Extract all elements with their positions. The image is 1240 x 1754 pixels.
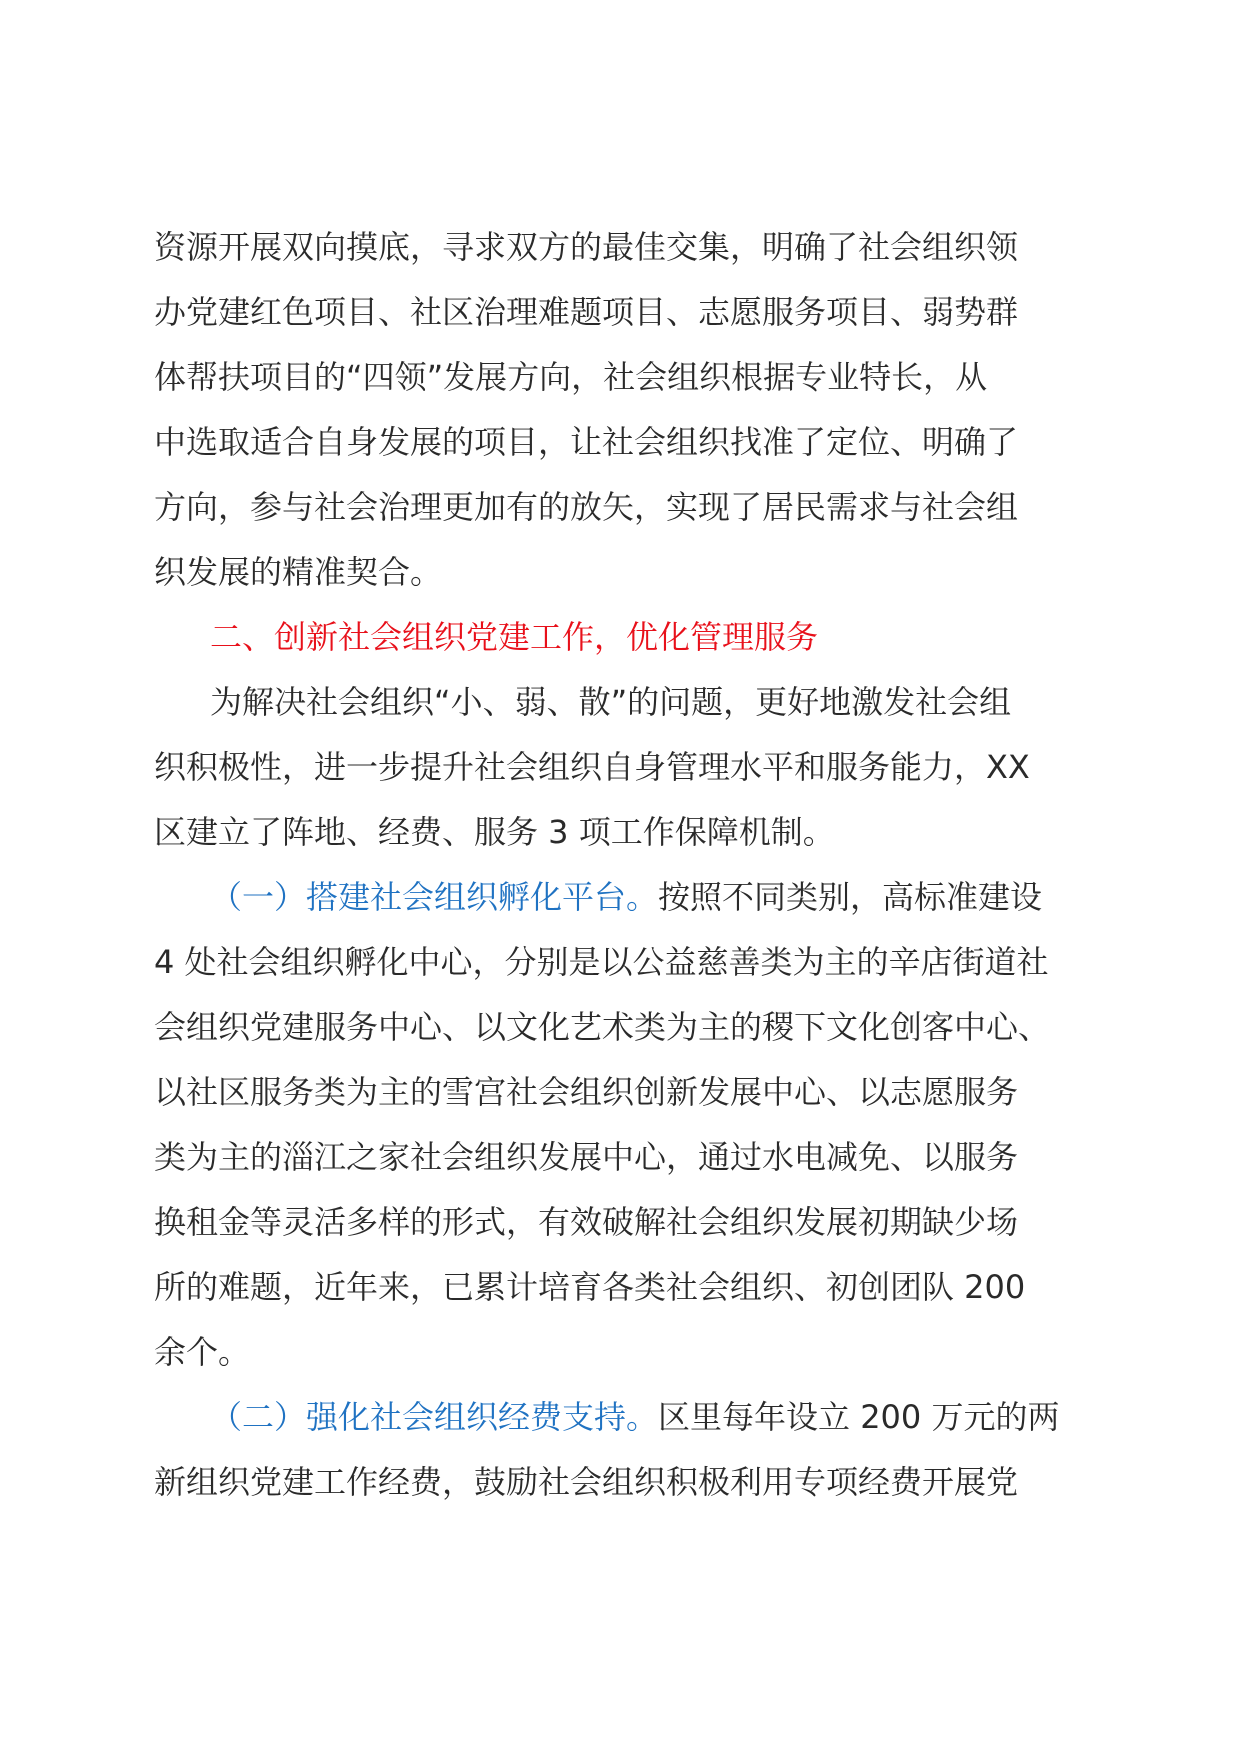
text-line: 方向，参与社会治理更加有的放矢，实现了居民需求与社会组 [154, 488, 1019, 526]
document-body [154, 215, 1094, 1515]
item-2-title: （二）强化社会组织经费支持。 [210, 1398, 659, 1436]
item-1-title: （一）搭建社会组织孵化平台。 [210, 878, 659, 916]
paragraph-continuation [154, 215, 1094, 605]
text-line: 新组织党建工作经费，鼓励社会组织积极利用专项经费开展党 [154, 1463, 1019, 1501]
item-1-first-line-text: 按照不同类别，高标准建设 [658, 878, 1043, 916]
text-line: 办党建红色项目、社区治理难题项目、志愿服务项目、弱势群 [154, 293, 1019, 331]
text-line: 中选取适合自身发展的项目，让社会组织找准了定位、明确了 [154, 423, 1019, 461]
item-1-paragraph [154, 865, 1094, 1385]
text-line: 类为主的淄江之家社会组织发展中心，通过水电减免、以服务 [154, 1138, 1019, 1176]
text-line: 体帮扶项目的“四领”发展方向，社会组织根据专业特长，从 [154, 358, 988, 396]
text-line: 4 处社会组织孵化中心，分别是以公益慈善类为主的辛店街道社 [154, 943, 1049, 981]
text-line: 余个。 [154, 1333, 251, 1371]
item-2-first-line [154, 1385, 1094, 1450]
section-intro-paragraph [154, 670, 1094, 865]
item-2-first-line-text: 区里每年设立 200 万元的两 [658, 1398, 1060, 1436]
text-line: 为解决社会组织“小、弱、散”的问题，更好地激发社会组 [210, 683, 1012, 721]
text-line: 资源开展双向摸底，寻求双方的最佳交集，明确了社会组织领 [154, 228, 1019, 266]
section-heading: 二、创新社会组织党建工作，优化管理服务 [210, 618, 819, 656]
text-line: 区建立了阵地、经费、服务 3 项工作保障机制。 [154, 813, 835, 851]
item-1-first-line [154, 865, 1094, 930]
text-line: 以社区服务类为主的雪宫社会组织创新发展中心、以志愿服务 [154, 1073, 1019, 1111]
text-line: 所的难题，近年来，已累计培育各类社会组织、初创团队 200 [154, 1268, 1026, 1306]
text-line: 换租金等灵活多样的形式，有效破解社会组织发展初期缺少场 [154, 1203, 1019, 1241]
text-line: 会组织党建服务中心、以文化艺术类为主的稷下文化创客中心、 [154, 1008, 1051, 1046]
item-2-paragraph [154, 1385, 1094, 1515]
text-line: 织发展的精准契合。 [154, 553, 443, 591]
text-line: 织积极性，进一步提升社会组织自身管理水平和服务能力，XX [154, 748, 1030, 786]
